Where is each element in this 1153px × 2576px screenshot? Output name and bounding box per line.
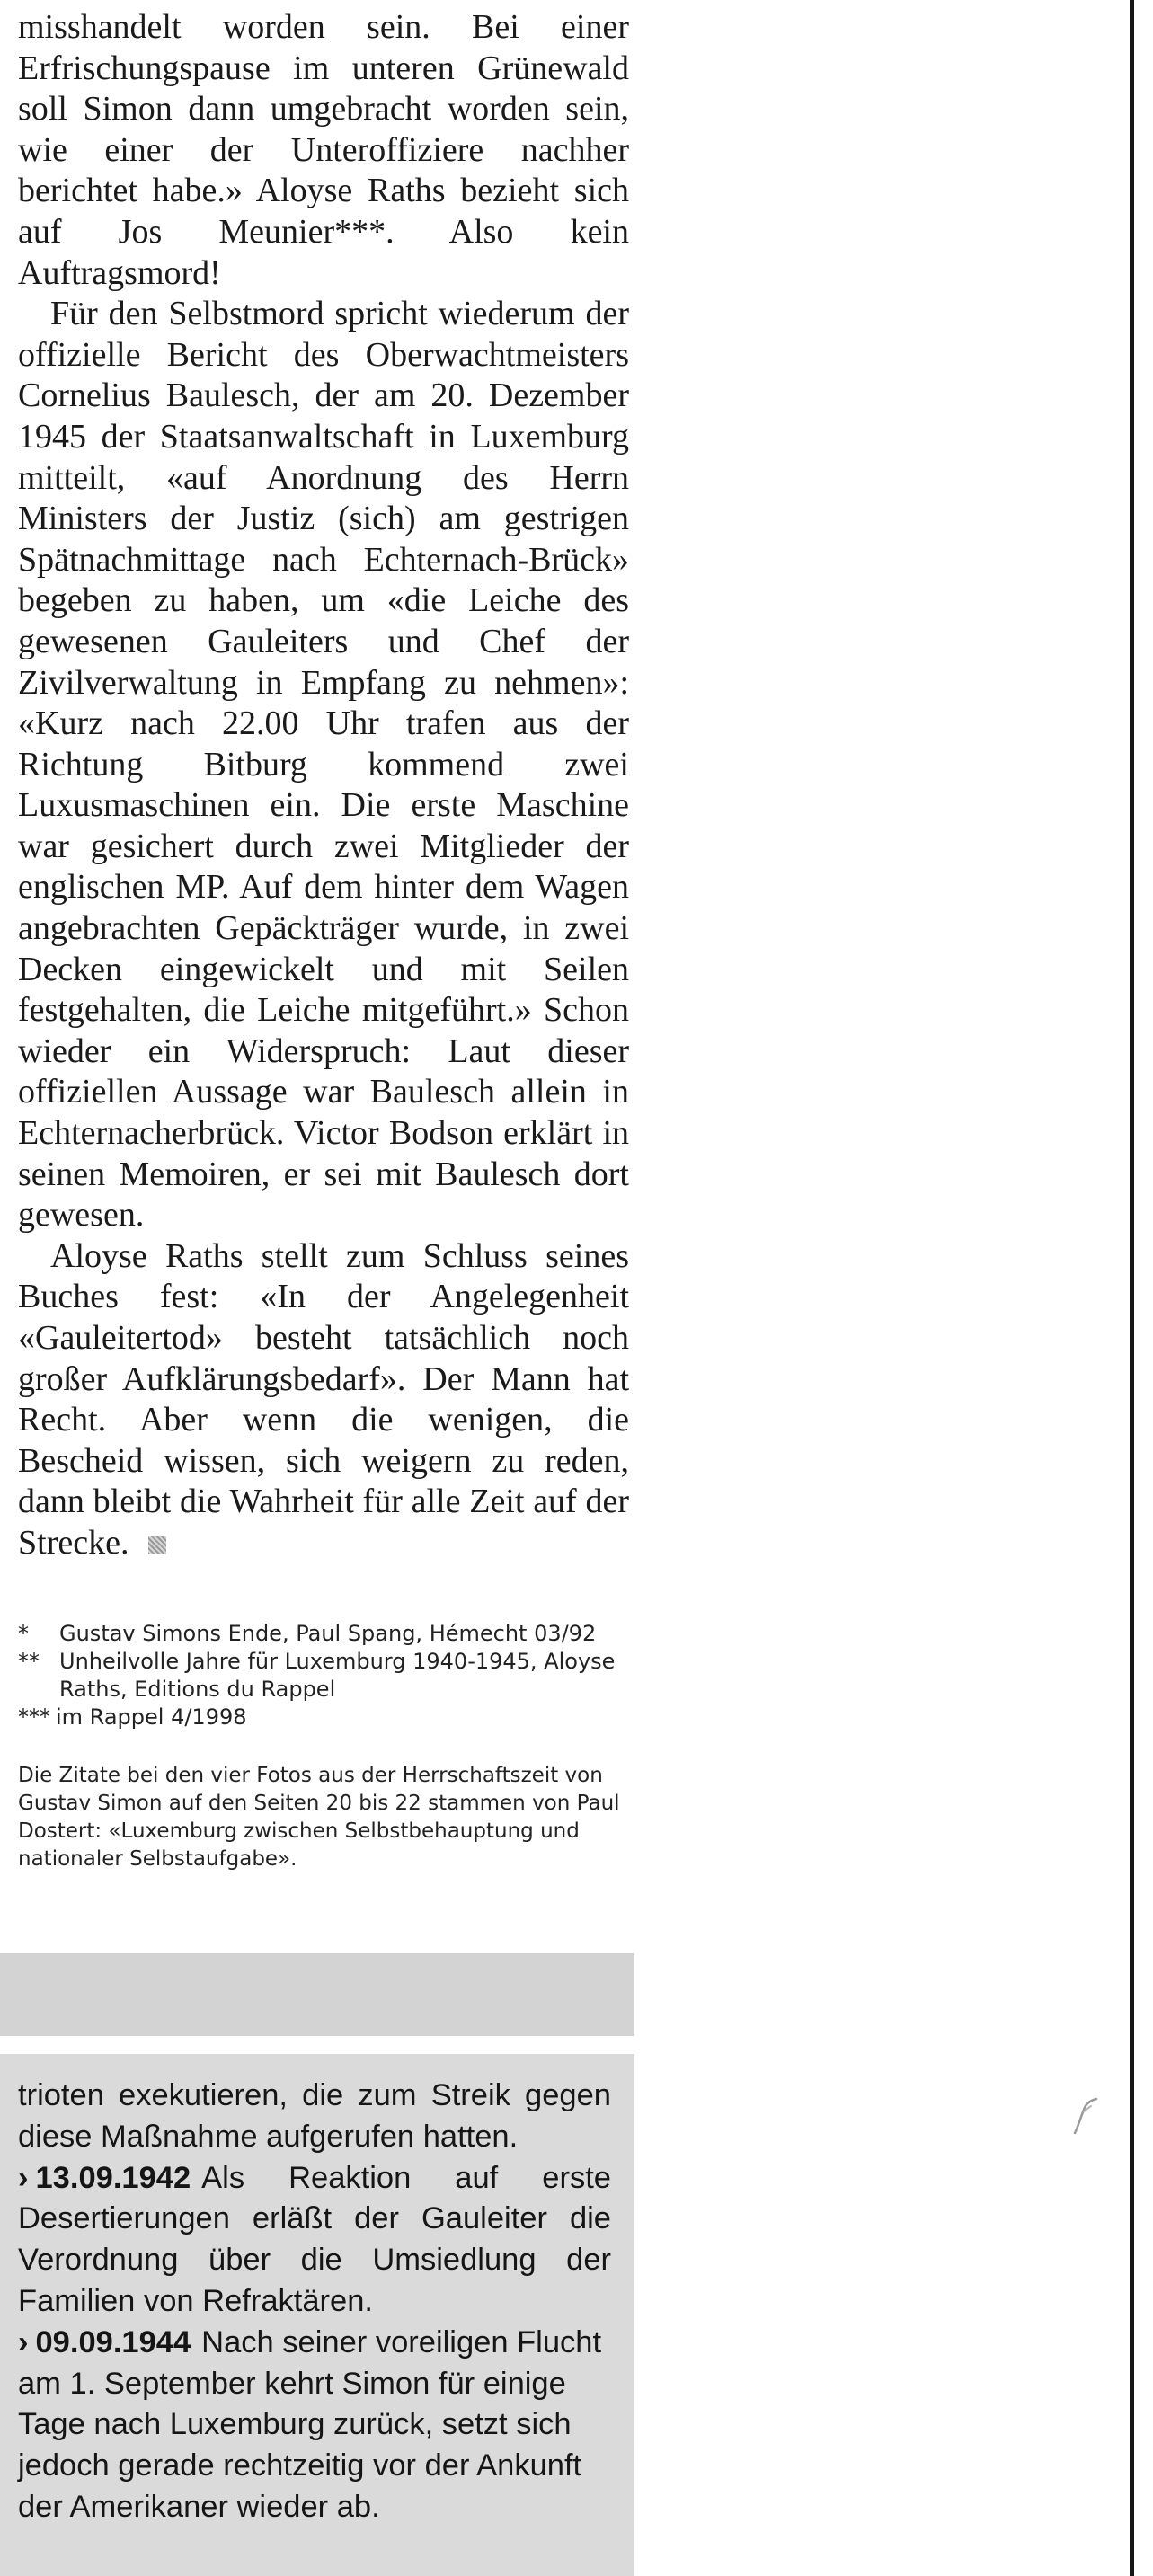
timeline-date: 09.09.1944 xyxy=(35,2324,191,2359)
footnote xyxy=(18,1704,629,1731)
page-edge-rule xyxy=(1130,0,1134,2576)
footnote xyxy=(18,1620,629,1648)
article-column xyxy=(18,7,629,1894)
timeline-sidebar xyxy=(0,2054,634,2576)
timeline-entry-text: Als Reaktion auf erste Desertierungen erläßt der Gauleiter die Verordnung über die Umsiedlung der Familien von Refraktären. xyxy=(18,2160,611,2318)
photo-caption-note: Die Zitate bei den vier Fotos aus der Herrschaftszeit von Gustav Simon auf den Seiten 20 bis 22 stammen von Paul Dostert: «Luxemburg zwischen Selbstbehauptung und nationaler Selbstaufgabe». xyxy=(18,1763,620,1871)
footnote-mark: *** xyxy=(18,1704,50,1730)
sidebar-top-strip xyxy=(0,1953,634,2036)
footnote-mark: ** xyxy=(18,1648,40,1674)
timeline-entry-text: Nach seiner voreiligen Flucht am 1. September kehrt Simon für einige Tage nach Luxemburg zurück, setzt sich jedoch gerade rechtzeitig vor der Ankunft der Amerikaner wieder ab. xyxy=(18,2324,602,2524)
footnote-mark: * xyxy=(18,1620,29,1646)
footnote-text: im Rappel 4/1998 xyxy=(56,1704,247,1730)
end-of-article-mark xyxy=(148,1536,166,1554)
timeline-entry xyxy=(18,2323,611,2528)
chevron-right-icon: › xyxy=(18,2160,29,2195)
footnotes xyxy=(18,1620,629,1731)
article-paragraph xyxy=(18,1236,629,1564)
article-paragraph: misshandelt worden sein. Bei einer Erfrischungspause im unteren Grünewald soll Simon dann umgebracht worden sein, wie einer der Unteroffiziere nachher berichtet habe.» Aloyse Raths bezieht sich auf Jos Meunier***. Also kein Auftragsmord! xyxy=(18,8,629,292)
chevron-right-icon: › xyxy=(18,2324,29,2359)
article-paragraph: Für den Selbstmord spricht wiederum der offizielle Bericht des Oberwachtmeisters Cornelius Baulesch, der am 20. Dezember 1945 der Staatsanwaltschaft in Luxemburg mitteilt, «auf Anordnung des Herrn Ministers der Justiz (sich) am gestrigen Spätnachmittage nach Echternach-Brück» begeben zu haben, um «die Leiche des gewesenen Gauleiters und Chef der Zivilverwaltung in Empfang zu nehmen»: «Kurz nach 22.00 Uhr trafen aus der Richtung Bitburg kommend zwei Luxusmaschinen ein. Die erste Maschine war gesichert durch zwei Mitglieder der englischen MP. Auf dem hinter dem Wagen angebrachten Gepäckträger wurde, in zwei Decken eingewickelt und mit Seilen festgehalten, die Leiche mitgeführt.» Schon wieder ein Widerspruch: Laut dieser offiziellen Aussage war Baulesch allein in Echternacherbrück. Victor Bodson erklärt in seinen Memoiren, er sei mit Baulesch dort gewesen. xyxy=(18,295,629,1235)
timeline-entry xyxy=(18,2158,611,2323)
footnote xyxy=(18,1648,629,1704)
footnote-text: Unheilvolle Jahre für Luxemburg 1940-1945, Aloyse Raths, Editions du Rappel xyxy=(59,1648,616,1702)
margin-scribble-mark xyxy=(1071,2094,1100,2137)
footnote-text: Gustav Simons Ende, Paul Spang, Hémecht 03/92 xyxy=(59,1620,597,1646)
timeline-date: 13.09.1942 xyxy=(35,2160,191,2195)
article-paragraph-text: Aloyse Raths stellt zum Schluss seines Buches fest: «In der Angelegenheit «Gauleitertod» besteht tatsächlich noch großer Aufklärungsbedarf». Der Mann hat Recht. Aber wenn die wenigen, die Bescheid wissen, sich weigern zu reden, dann bleibt die Wahrheit für alle Zeit auf der Strecke. xyxy=(18,1236,629,1562)
timeline-content xyxy=(0,2054,611,2528)
timeline-intro: trioten exekutieren, die zum Streik gegen diese Maßnahme aufgerufen hatten. xyxy=(18,2078,611,2154)
